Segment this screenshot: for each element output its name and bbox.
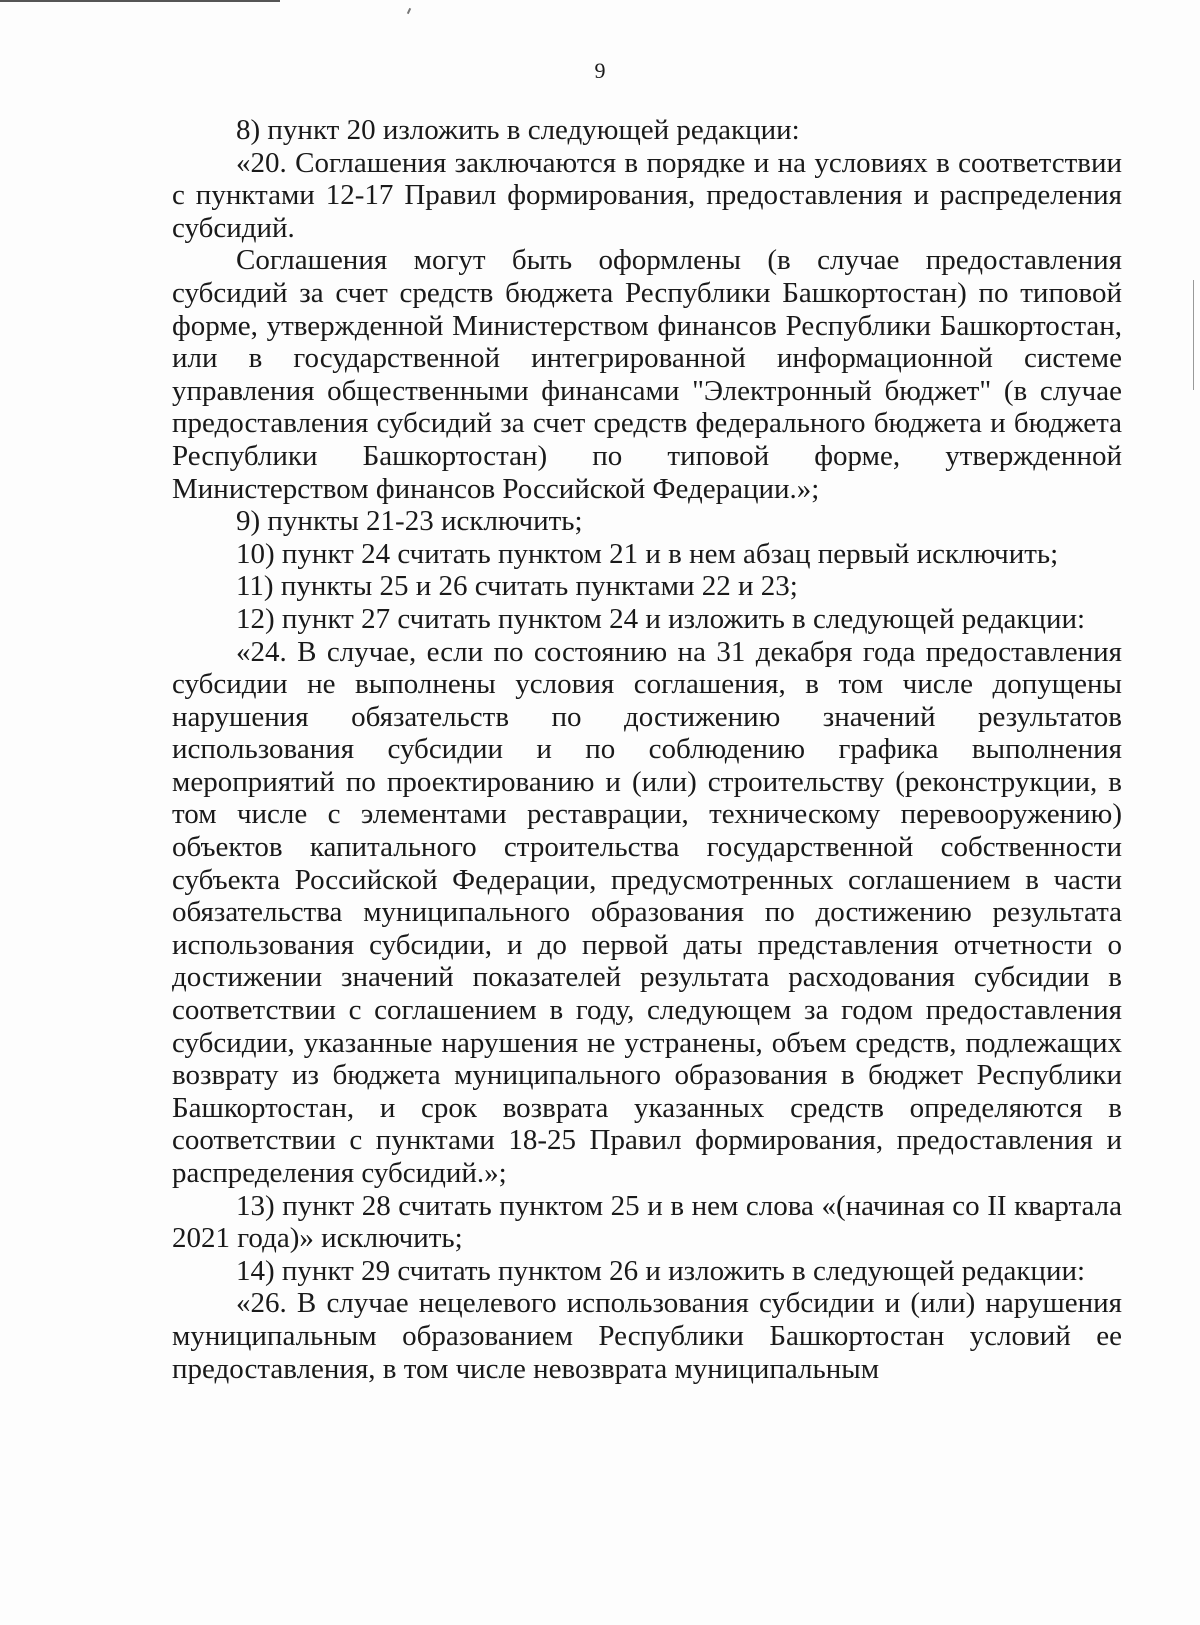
paragraph-item-8: 8) пункт 20 изложить в следующей редакции: bbox=[236, 114, 800, 146]
paragraph-item-10: 10) пункт 24 считать пунктом 21 и в нем абзац первый исключить; bbox=[236, 537, 1059, 570]
scan-speck bbox=[407, 8, 411, 14]
body-text bbox=[172, 114, 1122, 1385]
page-number: 9 bbox=[594, 58, 606, 83]
scan-edge-top bbox=[0, 0, 280, 2]
paragraph-point-24-text: «24. В случае, если по состоянию на 31 декабря года предоставления субсидии не выполнены условия соглашения, в том числе допущены нарушения обязательств по достижению значений результатов использования субсидии и по соблюдению графика выполнения мероприятий по проектированию и (или) строительству (реконструкции, в том числе с элементами реставрации, техническому перевооружению) объектов капитального строительства государственной собственности субъекта Российской Федерации, предусмотренных соглашением в части обязательства муниципального образования по достижению результата использования субсидии, и до первой даты представления отчетности о достижении значений показателей результата расходования субсидии в соответствии с соглашением в году, следующем за годом предоставления субсидии, указанные нарушения не устранены, объем средств, подлежащих возврату из бюджета муниципального образования в бюджет Республики Башкортостан, и срок возврата указанных средств определяются в соответствии с пунктами 18-25 Правил формирования, предоставления и распределения субсидий.»; bbox=[172, 635, 1122, 1189]
scan-edge-right bbox=[1193, 280, 1194, 390]
paragraph-item-14: 14) пункт 29 считать пунктом 26 и изложить в следующей редакции: bbox=[236, 1254, 1086, 1287]
paragraph-item-13: 13) пункт 28 считать пунктом 25 и в нем слова «(начиная со II квартала 2021 года)» исключить; bbox=[172, 1189, 1122, 1255]
paragraph-item-9: 9) пункты 21-23 исключить; bbox=[236, 505, 583, 538]
paragraph-item-12: 12) пункт 27 считать пунктом 24 и изложить в следующей редакции: bbox=[236, 602, 1086, 635]
paragraph-point-26-text: «26. В случае нецелевого использования субсидии и (или) нарушения муниципальным образованием Республики Башкортостан условий ее предоставления, в том числе невозврата муниципальным bbox=[172, 1287, 1122, 1385]
paragraph-agreements-form: Соглашения могут быть оформлены (в случае предоставления субсидий за счет средств бюджета Республики Башкортостан) по типовой форме, утвержденной Министерством финансов Республики Башкортостан, или в государственной интегрированной информационной системе управления общественными финансами "Электронный бюджет" (в случае предоставления субсидий за счет средств федерального бюджета и бюджета Республики Башкортостан) по типовой форме, утвержденной Министерством финансов Российской Федерации.»; bbox=[172, 244, 1122, 505]
paragraph-point-20-text: «20. Соглашения заключаются в порядке и на условиях в соответствии с пунктами 12-17 Правил формирования, предоставления и распределения субсидий. bbox=[172, 146, 1122, 244]
paragraph-item-11: 11) пункты 25 и 26 считать пунктами 22 и 23; bbox=[236, 570, 798, 603]
